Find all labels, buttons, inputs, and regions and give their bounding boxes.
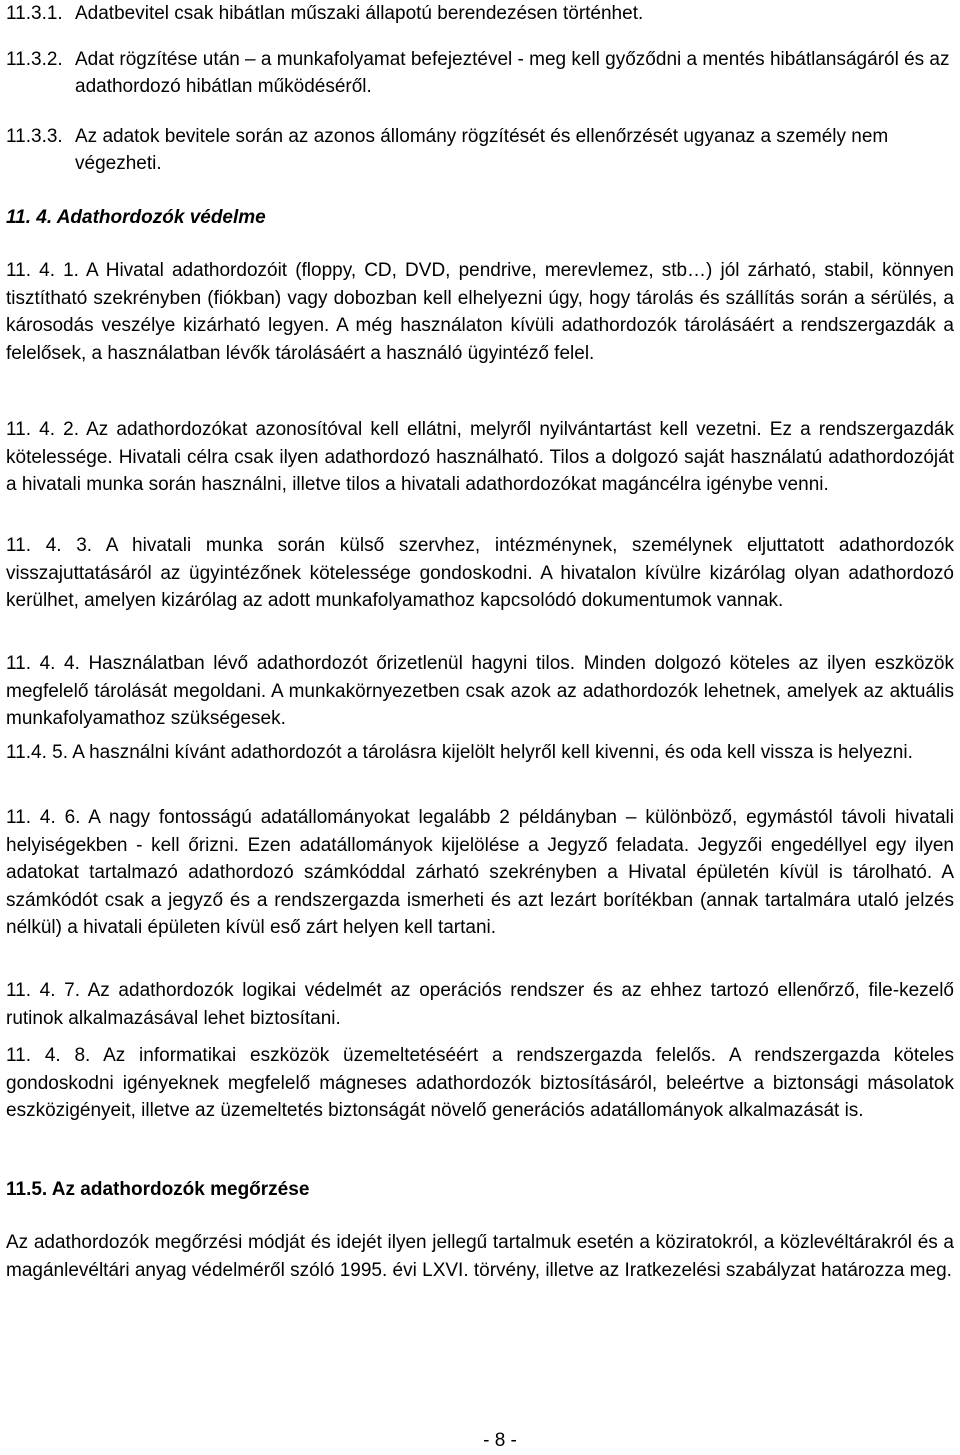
paragraph-11-4-6: 11. 4. 6. A nagy fontosságú adatállományokat legalább 2 példányban – különböző, egymástól távoli hivatali helyiségekben - kell őrizni. Ezen adatállományok kijelölése a Jegyző feladata. Jegyzői engedéllyel egy ilyen adatokat tartalmazó adathordozó számkóddal zárható szekrényben a Hivatal épületén kívül is tárolható. A számkódót csak a jegyző és a rendszergazda ismerheti és azt lezárt borítékban (annak tartalmára utaló jelzés nélkül) a hivatali épületen kívül eső zárt helyen kell tartani. [6,807,954,938]
item-number: 11.3.3. [6,126,63,147]
numbered-item-11-3-1 [6,0,954,27]
item-text: Adatbevitel csak hibátlan műszaki állapotú berendezésen történhet. [75,3,644,24]
paragraph-11-4-5: 11.4. 5. A használni kívánt adathordozót a tárolásra kijelölt helyről kell kivenni, és oda kell vissza is helyezni. [6,742,913,763]
paragraph-11-4-7: 11. 4. 7. Az adathordozók logikai védelmét az operációs rendszer és az ehhez tartozó ellenőrző, file-kezelő rutinok alkalmazásával lehet biztosítani. [6,980,954,1029]
item-text: Az adatok bevitele során az azonos állomány rögzítését és ellenőrzését ugyanaz a személy nem végezheti. [75,126,889,174]
paragraph-11-4-2: 11. 4. 2. Az adathordozókat azonosítóval kell ellátni, melyről nyilvántartást kell vezetni. Ez a rendszergazdák kötelessége. Hivatali célra csak ilyen adathordozó használható. Tilos a dolgozó saját használatú adathordozóját a hivatali munka során használni, illetve tilos a hivatali adathordozókat magáncélra igénybe venni. [6,419,954,495]
item-text: Adat rögzítése után – a munkafolyamat befejeztével - meg kell győződni a mentés hibátlanságáról és az adathordozó hibátlan működéséről. [75,49,950,97]
section-heading-11-4: 11. 4. Adathordozók védelme [6,207,266,228]
item-number: 11.3.1. [6,3,63,24]
paragraph-11-4-8: 11. 4. 8. Az informatikai eszközök üzemeltetéséért a rendszergazda felelős. A rendszergazda köteles gondoskodni igényeknek megfelelő mágneses adathordozók biztosításáról, beleértve a biztonsági másolatok eszközigényeit, illetve az üzemeltetés biztonságát növelő generációs adatállományok alkalmazását is. [6,1045,954,1121]
closing-paragraph: Az adathordozók megőrzési módját és idejét ilyen jellegű tartalmuk esetén a köziratokról, a közlevéltárakról és a magánlevéltári anyag védelméről szóló 1995. évi LXVI. törvény, illetve az Iratkezelési szabályzat határozza meg. [6,1232,954,1281]
numbered-item-11-3-2 [6,46,954,100]
page-number: - 8 - [483,1430,517,1451]
paragraph-11-4-1: 11. 4. 1. A Hivatal adathordozóit (floppy, CD, DVD, pendrive, merevlemez, stb…) jól zárható, stabil, könnyen tisztítható szekrényben (fiókban) vagy dobozban kell elhelyezni úgy, hogy tárolás és szállítás során a sérülés, a károsodás veszélye kizárható legyen. A még használaton kívüli adathordozók tárolásáért a rendszergazdák a felelősek, a használatban lévők tárolásáért a használó ügyintéző felel. [6,260,954,364]
item-number: 11.3.2. [6,49,63,70]
section-heading-11-5: 11.5. Az adathordozók megőrzése [6,1179,310,1200]
paragraph-11-4-4: 11. 4. 4. Használatban lévő adathordozót őrizetlenül hagyni tilos. Minden dolgozó köteles az ilyen eszközök megfelelő tárolását megoldani. A munkakörnyezetben csak azok az adathordozók lehetnek, amelyek az aktuális munkafolyamathoz szükségesek. [6,653,954,729]
paragraph-11-4-3: 11. 4. 3. A hivatali munka során külső szervhez, intézménynek, személynek eljuttatott adathordozók visszajuttatásáról az ügyintézőnek kötelessége gondoskodni. A hivatalon kívülre kizárólag olyan adathordozó kerülhet, amelyen kizárólag az adott munkafolyamathoz kapcsolódó dokumentumok vannak. [6,535,954,611]
numbered-item-11-3-3 [6,123,954,177]
